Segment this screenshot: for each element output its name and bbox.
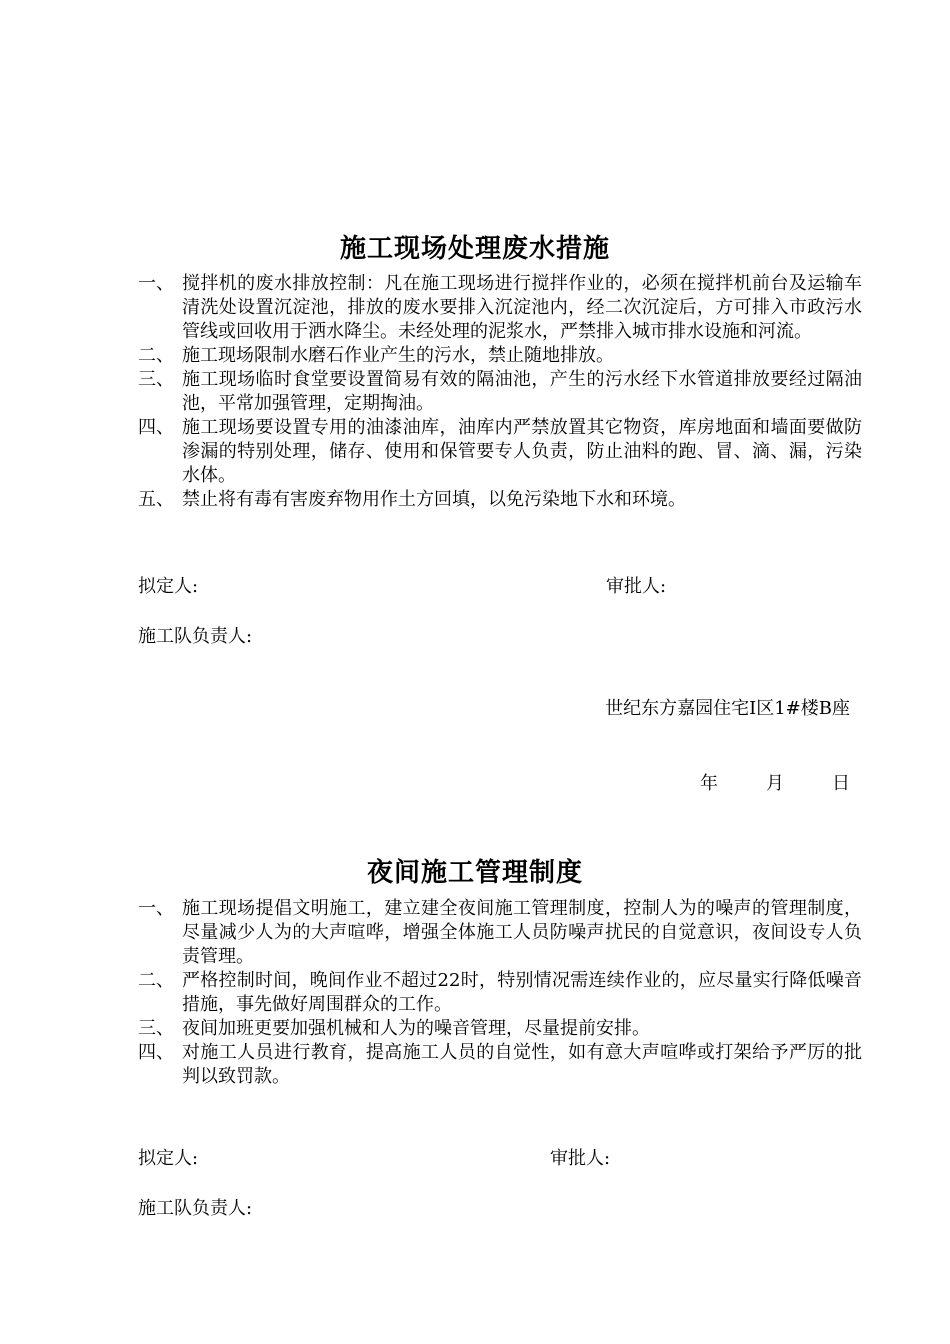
item-text: 对施工人员进行教育，提高施工人员的自觉性，如有意大声喧哗或打架给予严厉的批判以致罚款。: [182, 1042, 862, 1087]
item-text: 禁止将有毒有害废弃物用作土方回填，以免污染地下水和环境。: [182, 489, 686, 510]
item-number: 一、: [138, 273, 174, 294]
item-number: 三、: [138, 1018, 174, 1039]
project-name: 世纪东方嘉园住宅Ⅰ区1#楼B座: [605, 698, 850, 719]
date-year: 年: [700, 773, 718, 794]
approver-label: 审批人:: [606, 576, 667, 597]
list-item: [138, 897, 862, 969]
item-number: 二、: [138, 345, 174, 366]
list-item: [138, 344, 862, 368]
item-text: 夜间加班更要加强机械和人为的噪音管理，尽量提前安排。: [182, 1018, 650, 1039]
list-item: [138, 488, 862, 512]
date-line: [700, 772, 850, 796]
team-leader-label: 施工队负责人:: [138, 1198, 253, 1219]
list-item: [138, 1017, 862, 1041]
section1-title: 施工现场处理废水措施: [339, 234, 610, 264]
item-text: 施工现场提倡文明施工，建立建全夜间施工管理制度，控制人为的噪声的管理制度，尽量减少人为的大声喧哗，增强全体施工人员防噪声扰民的自觉意识，夜间设专人负责管理。: [182, 898, 862, 967]
item-number: 四、: [138, 1042, 174, 1063]
list-item: [138, 416, 862, 488]
drafter-label: 拟定人:: [138, 576, 199, 597]
section1-item-list: [138, 272, 862, 512]
list-item: [138, 969, 862, 1017]
item-text: 施工现场要设置专用的油漆油库，油库内严禁放置其它物资，库房地面和墙面要做防渗漏的特别处理，储存、使用和保管要专人负责，防止油料的跑、冒、滴、漏，污染水体。: [182, 417, 862, 486]
list-item: [138, 368, 862, 416]
item-number: 一、: [138, 898, 174, 919]
approver-label: 审批人:: [550, 1148, 611, 1169]
drafter-label: 拟定人:: [138, 1148, 199, 1169]
item-text: 施工现场限制水磨石作业产生的污水，禁止随地排放。: [182, 345, 614, 366]
list-item: [138, 1041, 862, 1089]
date-month: 月: [766, 773, 784, 794]
item-number: 二、: [138, 970, 174, 991]
item-number: 三、: [138, 369, 174, 390]
item-number: 五、: [138, 489, 174, 510]
section2-item-list: [138, 897, 862, 1089]
team-leader-label: 施工队负责人:: [138, 626, 253, 647]
date-day: 日: [832, 773, 850, 794]
item-text: 搅拌机的废水排放控制：凡在施工现场进行搅拌作业的，必须在搅拌机前台及运输车清洗处设置沉淀池，排放的废水要排入沉淀池内，经二次沉淀后，方可排入市政污水管线或回收用于洒水降尘。未经处理的泥浆水，严禁排入城市排水设施和河流。: [182, 273, 862, 342]
section2-title: 夜间施工管理制度: [366, 858, 583, 888]
list-item: [138, 272, 862, 344]
item-number: 四、: [138, 417, 174, 438]
item-text: 严格控制时间，晚间作业不超过22时，特别情况需连续作业的，应尽量实行降低噪音措施，事先做好周围群众的工作。: [182, 970, 862, 1015]
item-text: 施工现场临时食堂要设置简易有效的隔油池，产生的污水经下水管道排放要经过隔油池，平常加强管理，定期掏油。: [182, 369, 862, 414]
